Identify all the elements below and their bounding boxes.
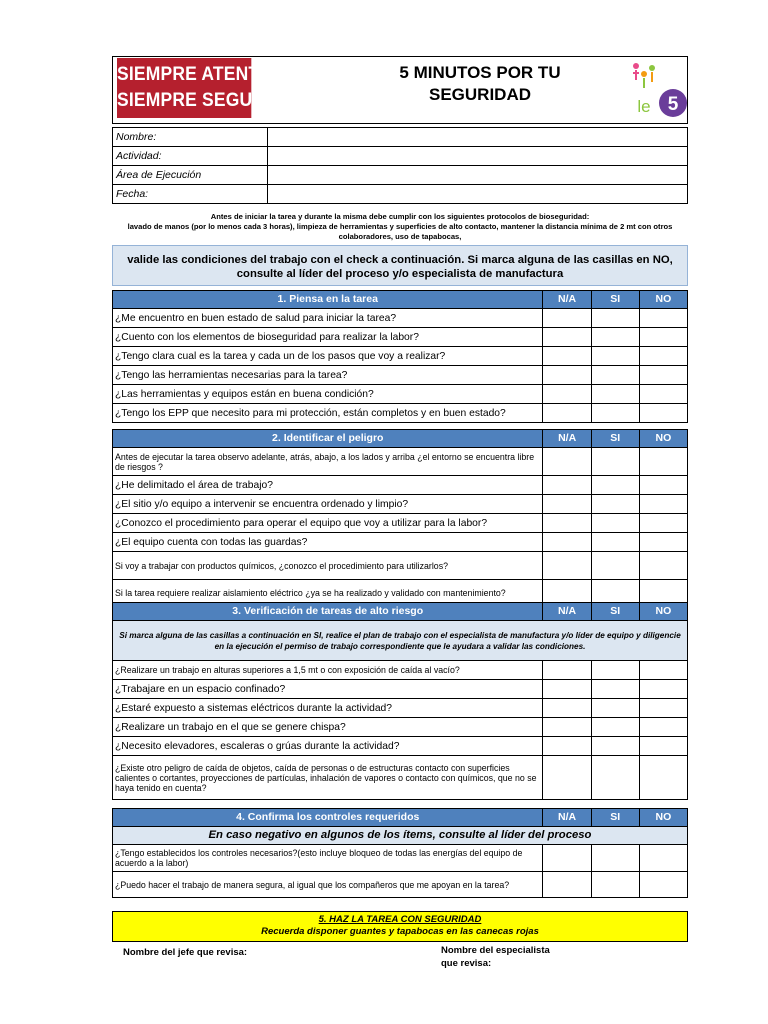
- check-na[interactable]: [543, 404, 591, 423]
- checklist-row: [113, 514, 688, 533]
- specialist-label-line1: Nombre del especialista: [441, 945, 550, 956]
- check-si[interactable]: [591, 872, 639, 898]
- check-no[interactable]: [639, 737, 687, 756]
- check-si[interactable]: [591, 699, 639, 718]
- question: ¿Necesito elevadores, escaleras o grúas durante la actividad?: [113, 737, 543, 756]
- col-na: N/A: [543, 430, 591, 448]
- col-no: NO: [639, 291, 687, 309]
- section-1-table: [112, 290, 688, 423]
- check-na[interactable]: [543, 661, 591, 680]
- check-no[interactable]: [639, 385, 687, 404]
- question: ¿Conozco el procedimiento para operar el equipo que voy a utilizar para la labor?: [113, 514, 543, 533]
- col-no: NO: [639, 603, 687, 621]
- col-si: SI: [591, 291, 639, 309]
- check-na[interactable]: [543, 552, 591, 580]
- check-na[interactable]: [543, 872, 591, 898]
- checklist-row: [113, 495, 688, 514]
- section-header: [113, 603, 688, 621]
- check-no[interactable]: [639, 309, 687, 328]
- check-si[interactable]: [591, 514, 639, 533]
- section-note-row: [113, 827, 688, 845]
- question: Si la tarea requiere realizar aislamiento eléctrico ¿ya se ha realizado y validado con mantenimiento?: [113, 580, 543, 606]
- col-na: N/A: [543, 603, 591, 621]
- check-si[interactable]: [591, 366, 639, 385]
- brand-number: 5: [667, 94, 679, 115]
- check-si[interactable]: [591, 533, 639, 552]
- info-table: [112, 127, 688, 204]
- check-no[interactable]: [639, 448, 687, 476]
- question: ¿Existe otro peligro de caída de objetos, caída de personas o de estructuras contacto con superficies calientes o cortantes, proyecciones de partículas, inhalación de vapores o contacto con químicos, que no se haya tenido en cuenta?: [113, 756, 543, 800]
- info-field[interactable]: [268, 128, 688, 147]
- check-si[interactable]: [591, 680, 639, 699]
- check-si[interactable]: [591, 448, 639, 476]
- check-si[interactable]: [591, 495, 639, 514]
- info-row: [113, 166, 688, 185]
- info-label: Nombre:: [113, 128, 268, 147]
- check-si[interactable]: [591, 718, 639, 737]
- check-na[interactable]: [543, 699, 591, 718]
- question: Si voy a trabajar con productos químicos, ¿conozco el procedimiento para utilizarlos?: [113, 552, 543, 580]
- question: ¿Puedo hacer el trabajo de manera segura, al igual que los compañeros que me apoyan en la tarea?: [113, 872, 543, 898]
- checklist-row: [113, 699, 688, 718]
- final-subtitle: Recuerda disponer guantes y tapabocas en las canecas rojas: [261, 926, 539, 937]
- check-no[interactable]: [639, 476, 687, 495]
- check-no[interactable]: [639, 718, 687, 737]
- title-line1: 5 MINUTOS POR TU: [399, 63, 561, 82]
- siempre-atento-logo: [117, 58, 279, 118]
- checklist-row: [113, 328, 688, 347]
- check-no[interactable]: [639, 328, 687, 347]
- check-na[interactable]: [543, 737, 591, 756]
- check-na[interactable]: [543, 476, 591, 495]
- question: ¿El sitio y/o equipo a intervenir se encuentra ordenado y limpio?: [113, 495, 543, 514]
- checklist-row: [113, 872, 688, 898]
- check-si[interactable]: [591, 756, 639, 800]
- check-si[interactable]: [591, 309, 639, 328]
- section-header: [113, 430, 688, 448]
- specialist-label-line2: que revisa:: [441, 958, 492, 969]
- info-label: Fecha:: [113, 185, 268, 204]
- section-title: 1. Piensa en la tarea: [113, 291, 543, 309]
- col-si: SI: [591, 809, 639, 827]
- checklist-row: [113, 661, 688, 680]
- check-no[interactable]: [639, 347, 687, 366]
- question: ¿Tengo los EPP que necesito para mi protección, están completos y en buen estado?: [113, 404, 543, 423]
- check-no[interactable]: [639, 699, 687, 718]
- section-title: 2. Identificar el peligro: [113, 430, 543, 448]
- check-si[interactable]: [591, 737, 639, 756]
- check-si[interactable]: [591, 552, 639, 580]
- check-na[interactable]: [543, 385, 591, 404]
- check-na[interactable]: [543, 328, 591, 347]
- section-2-table: [112, 429, 688, 606]
- info-field[interactable]: [268, 185, 688, 204]
- intro-line3: colaboradores, uso de tapabocas,: [338, 232, 462, 241]
- section-title: 4. Confirma los controles requeridos: [113, 809, 543, 827]
- check-si[interactable]: [591, 404, 639, 423]
- question: ¿Realizare un trabajo en el que se genere chispa?: [113, 718, 543, 737]
- check-no[interactable]: [639, 552, 687, 580]
- check-si[interactable]: [591, 328, 639, 347]
- title-line2: SEGURIDAD: [428, 85, 531, 104]
- question: ¿Cuento con los elementos de bioseguridad para realizar la labor?: [113, 328, 543, 347]
- biosecurity-intro: [112, 212, 688, 242]
- check-na[interactable]: [543, 347, 591, 366]
- check-no[interactable]: [639, 514, 687, 533]
- question: ¿Tengo establecidos los controles necesarios?(esto incluye bloqueo de todas las energías del equipo de acuerdo a la labor): [113, 845, 543, 872]
- final-instruction-box: [112, 911, 688, 942]
- col-si: SI: [591, 430, 639, 448]
- section-note: En caso negativo en algunos de los ítems, consulte al líder del proceso: [113, 827, 688, 845]
- intro-line1: Antes de iniciar la tarea y durante la misma debe cumplir con los siguientes protocolos de bioseguridad:: [210, 212, 590, 221]
- section-3-table: [112, 602, 688, 800]
- check-na[interactable]: [543, 756, 591, 800]
- logo-line1: SIEMPRE ATENTO: [117, 64, 273, 85]
- col-no: NO: [639, 430, 687, 448]
- checklist-row: [113, 476, 688, 495]
- checklist-row: [113, 309, 688, 328]
- check-no[interactable]: [639, 661, 687, 680]
- checklist-row: [113, 552, 688, 580]
- intro-line2: lavado de manos (por lo menos cada 3 horas), limpieza de herramientas y superficies de alto contacto, mantener la distancia mínima de 2 mt con otros: [127, 222, 673, 231]
- check-no[interactable]: [639, 366, 687, 385]
- info-label: Área de Ejecución: [113, 166, 268, 185]
- check-si[interactable]: [591, 845, 639, 872]
- question: ¿Realizare un trabajo en alturas superiores a 1,5 mt o con exposición de caída al vacío?: [113, 661, 543, 680]
- check-si[interactable]: [591, 476, 639, 495]
- checklist-row: [113, 680, 688, 699]
- brand-text: le: [637, 97, 651, 116]
- col-na: N/A: [543, 809, 591, 827]
- question: ¿Las herramientas y equipos están en buena condición?: [113, 385, 543, 404]
- brand-logo-icon: [632, 60, 688, 122]
- checklist-row: [113, 718, 688, 737]
- section-note: Si marca alguna de las casillas a continuación en SI, realice el plan de trabajo con el especialista de manufactura y/o líder de equipo y diligencie en la ejecución el permiso de trabajo correspondiente que le ayudara a validar las condiciones.: [113, 621, 688, 661]
- check-na[interactable]: [543, 533, 591, 552]
- info-field[interactable]: [268, 166, 688, 185]
- check-si[interactable]: [591, 661, 639, 680]
- question: Antes de ejecutar la tarea observo adelante, atrás, abajo, a los lados y arriba ¿el entorno se encuentra libre de riesgos ?: [113, 448, 543, 476]
- check-no[interactable]: [639, 404, 687, 423]
- check-si[interactable]: [591, 385, 639, 404]
- question: ¿He delimitado el área de trabajo?: [113, 476, 543, 495]
- question: ¿Estaré expuesto a sistemas eléctricos durante la actividad?: [113, 699, 543, 718]
- checklist-row: [113, 385, 688, 404]
- final-title: 5. HAZ LA TAREA CON SEGURIDAD: [318, 914, 482, 925]
- boss-signature-label: Nombre del jefe que revisa:: [123, 947, 248, 958]
- check-no[interactable]: [639, 872, 687, 898]
- checklist-row: [113, 347, 688, 366]
- checklist-row: [113, 533, 688, 552]
- check-na[interactable]: [543, 366, 591, 385]
- info-field[interactable]: [268, 147, 688, 166]
- col-si: SI: [591, 603, 639, 621]
- question: ¿Me encuentro en buen estado de salud para iniciar la tarea?: [113, 309, 543, 328]
- col-na: N/A: [543, 291, 591, 309]
- info-row: [113, 147, 688, 166]
- question: ¿El equipo cuenta con todas las guardas?: [113, 533, 543, 552]
- check-na[interactable]: [543, 514, 591, 533]
- check-no[interactable]: [639, 680, 687, 699]
- section-4-table: [112, 808, 688, 898]
- section-title: 3. Verificación de tareas de alto riesgo: [113, 603, 543, 621]
- check-no[interactable]: [639, 845, 687, 872]
- check-no[interactable]: [639, 533, 687, 552]
- page-title: [360, 62, 600, 106]
- checklist-row: [113, 366, 688, 385]
- col-no: NO: [639, 809, 687, 827]
- checklist-row: [113, 756, 688, 800]
- info-row: [113, 185, 688, 204]
- check-na[interactable]: [543, 718, 591, 737]
- checklist-row: [113, 404, 688, 423]
- check-na[interactable]: [543, 448, 591, 476]
- check-na[interactable]: [543, 845, 591, 872]
- question: ¿Tengo las herramientas necesarias para la tarea?: [113, 366, 543, 385]
- check-si[interactable]: [591, 347, 639, 366]
- logo-line2: SIEMPRE SEGURO: [117, 90, 279, 111]
- check-no[interactable]: [639, 495, 687, 514]
- check-na[interactable]: [543, 309, 591, 328]
- checklist-row: [113, 448, 688, 476]
- section-header: [113, 291, 688, 309]
- checklist-row: [113, 737, 688, 756]
- validation-notice: valide las condiciones del trabajo con el check a continuación. Si marca alguna de las casillas en NO, consulte al líder del proceso y/o especialista de manufactura: [112, 245, 688, 286]
- check-na[interactable]: [543, 680, 591, 699]
- section-header: [113, 809, 688, 827]
- question: ¿Tengo clara cual es la tarea y cada un de los pasos que voy a realizar?: [113, 347, 543, 366]
- check-no[interactable]: [639, 756, 687, 800]
- info-label: Actividad:: [113, 147, 268, 166]
- question: ¿Trabajare en un espacio confinado?: [113, 680, 543, 699]
- check-na[interactable]: [543, 495, 591, 514]
- section-note-row: [113, 621, 688, 661]
- info-row: [113, 128, 688, 147]
- checklist-row: [113, 845, 688, 872]
- specialist-signature-label: [441, 944, 550, 970]
